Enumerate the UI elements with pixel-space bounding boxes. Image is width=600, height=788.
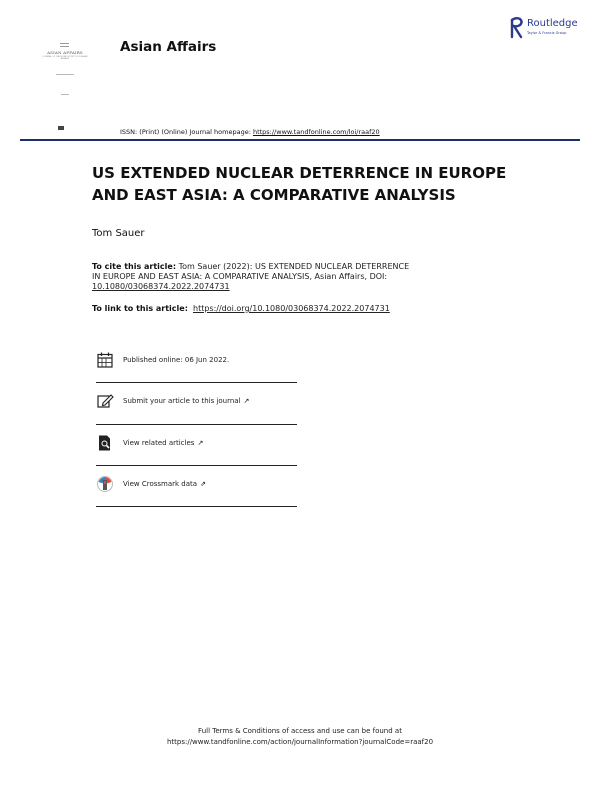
article-doi-url[interactable]: https://doi.org/10.1080/03068374.2022.2074731 [193, 304, 390, 313]
article-author: Tom Sauer [92, 228, 145, 239]
cover-publisher-logo [58, 126, 64, 130]
crossmark-icon [96, 475, 114, 493]
action-divider [96, 465, 297, 466]
publisher-tagline: Taylor & Francis Group [527, 31, 567, 35]
submit-article-link[interactable] [96, 392, 296, 410]
journal-info-link[interactable]: https://www.tandfonline.com/action/journalInformation?journalCode=raaf20 [166, 738, 434, 746]
footer-terms [0, 726, 600, 748]
action-divider [96, 506, 297, 507]
published-online-row [96, 351, 296, 369]
cover-divider [61, 94, 69, 95]
cite-text: IN EUROPE AND EAST ASIA: A COMPARATIVE ANALYSIS, Asian Affairs, DOI: [92, 272, 388, 281]
cover-subtitle: JOURNAL OF THE ROYAL SOCIETY FOR ASIAN AFFAIRS [42, 56, 88, 60]
journal-homepage-link[interactable]: https://www.tandfonline.com/loi/raaf20 [252, 128, 380, 136]
header-divider [20, 139, 580, 141]
article-title-line: US EXTENDED NUCLEAR DETERRENCE IN EUROPE [92, 164, 507, 182]
document-search-icon [96, 434, 114, 452]
published-date: Published online: 06 Jun 2022. [123, 356, 230, 364]
article-title [92, 162, 532, 206]
journal-name: Asian Affairs [120, 39, 217, 55]
cover-emblem [60, 43, 69, 47]
article-title-line: AND EAST ASIA: A COMPARATIVE ANALYSIS [92, 186, 456, 204]
pencil-edit-icon [96, 392, 114, 410]
crossmark-label: View Crossmark data [123, 480, 198, 488]
link-label: To link to this article: [92, 304, 188, 313]
cite-label: To cite this article: [92, 262, 177, 271]
action-divider [96, 382, 297, 383]
external-link-icon: ⇗ [200, 480, 206, 488]
external-link-icon: ↗ [243, 397, 250, 405]
journal-cover-thumbnail [36, 30, 94, 138]
cite-text: Tom Sauer (2022): US EXTENDED NUCLEAR DETERRENCE [176, 262, 410, 271]
external-link-icon: ↗ [197, 439, 204, 447]
issn-text: ISSN: (Print) (Online) Journal homepage: [120, 128, 253, 136]
crossmark-link[interactable] [96, 475, 296, 493]
footer-terms-text: Full Terms & Conditions of access and use can be found at [198, 727, 402, 735]
routledge-logo [510, 16, 590, 42]
related-articles-label: View related articles [123, 439, 195, 447]
link-to-article [92, 304, 390, 313]
routledge-r-icon [510, 16, 526, 40]
cover-divider [56, 74, 74, 75]
doi-link[interactable]: 10.1080/03068374.2022.2074731 [92, 282, 230, 291]
citation-block [92, 262, 462, 292]
submit-article-label: Submit your article to this journal [123, 397, 241, 405]
calendar-icon [96, 351, 114, 369]
cover-title: ASIAN AFFAIRS [47, 50, 83, 55]
publisher-name: Routledge [527, 18, 578, 29]
issn-line [120, 128, 380, 136]
action-divider [96, 424, 297, 425]
related-articles-link[interactable] [96, 434, 296, 452]
